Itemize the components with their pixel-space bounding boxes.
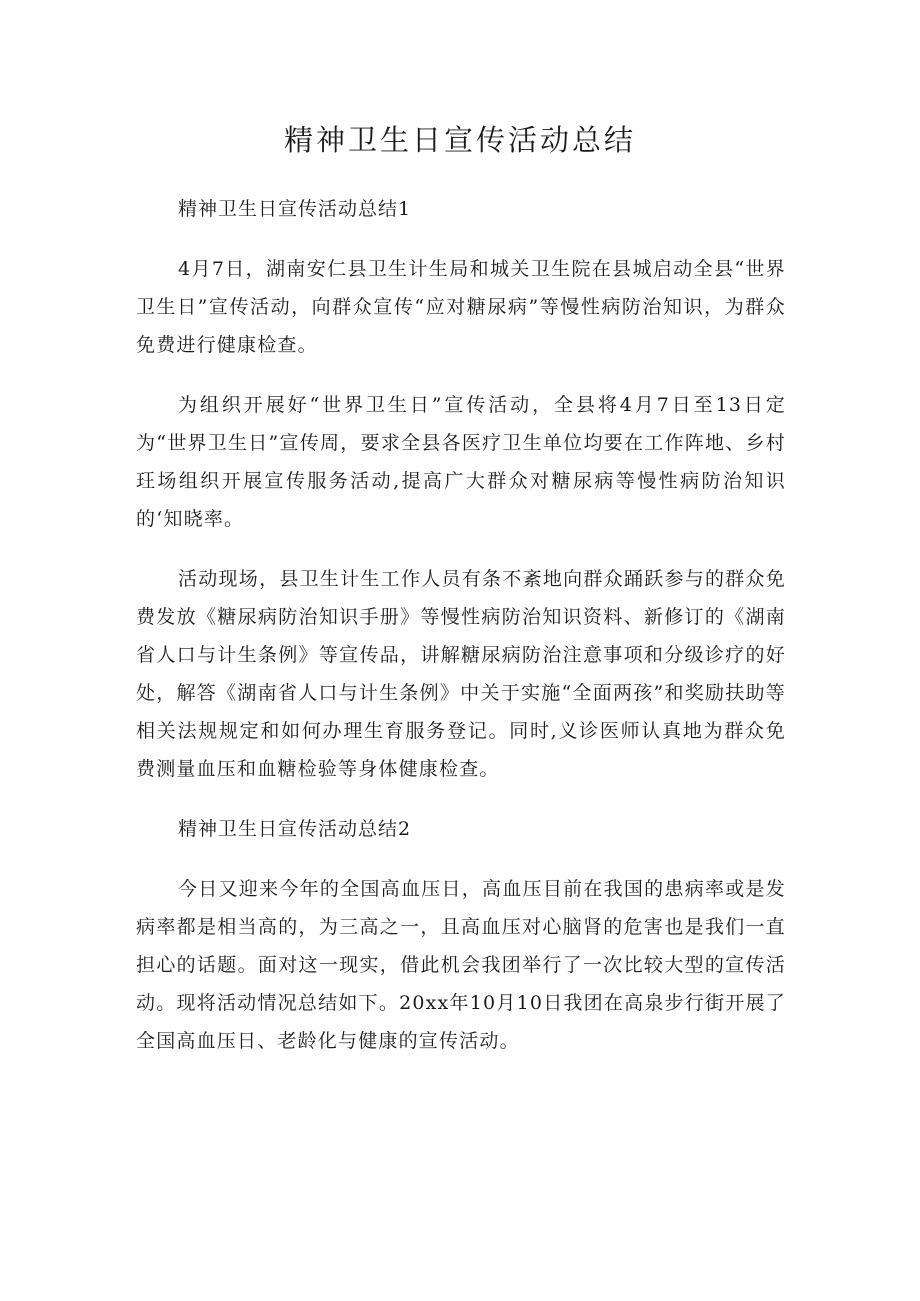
document-title: 精神卫生日宣传活动总结: [283, 123, 636, 157]
paragraph-1-3: 活动现场，县卫生计生工作人员有条不紊地向群众踊跃参与的群众免费发放《糖尿病防治知识手册》等慢性病防治知识资料、新修订的《湖南省人口与计生条例》等宣传品，讲解糖尿病防治注意事项和分级诊疗的好处，解答《湖南省人口与计生条例》中关于实施“全面两孩”和奖励扶助等相关法规规定和如何办理生育服务登记。同时,义诊医师认真地为群众免费测量血压和血糖检验等身体健康检查。: [136, 568, 786, 780]
paragraph-2-1: 今日又迎来今年的全国高血压日，高血压目前在我国的患病率或是发病率都是相当高的，为三高之一，且高血压对心脑肾的危害也是我们一直担心的话题。面对这一现实，借此机会我团举行了一次比较大型的宣传活动。现将活动情况总结如下。20xx年10月10日我团在高泉步行街开展了全国高血压日、老龄化与健康的宣传活动。: [136, 878, 786, 1052]
section-heading-1: 精神卫生日宣传活动总结1: [178, 198, 412, 220]
section-heading-2: 精神卫生日宣传活动总结2: [178, 818, 412, 840]
document-body: [136, 190, 786, 1082]
paragraph-1-1: 4月7日，湖南安仁县卫生计生局和城关卫生院在县城启动全县“世界卫生日”宣传活动，向群众宣传“应对糖尿病”等慢性病防治知识，为群众免费进行健康检查。: [136, 258, 786, 356]
paragraph-1-2: 为组织开展好“世界卫生日”宣传活动，全县将4月7日至13日定为“世界卫生日”宣传周，要求全县各医疗卫生单位均要在工作阵地、乡村玨场组织开展宣传服务活动,提高广大群众对糖尿病等慢性病防治知识的‘知晓率。: [136, 394, 786, 530]
